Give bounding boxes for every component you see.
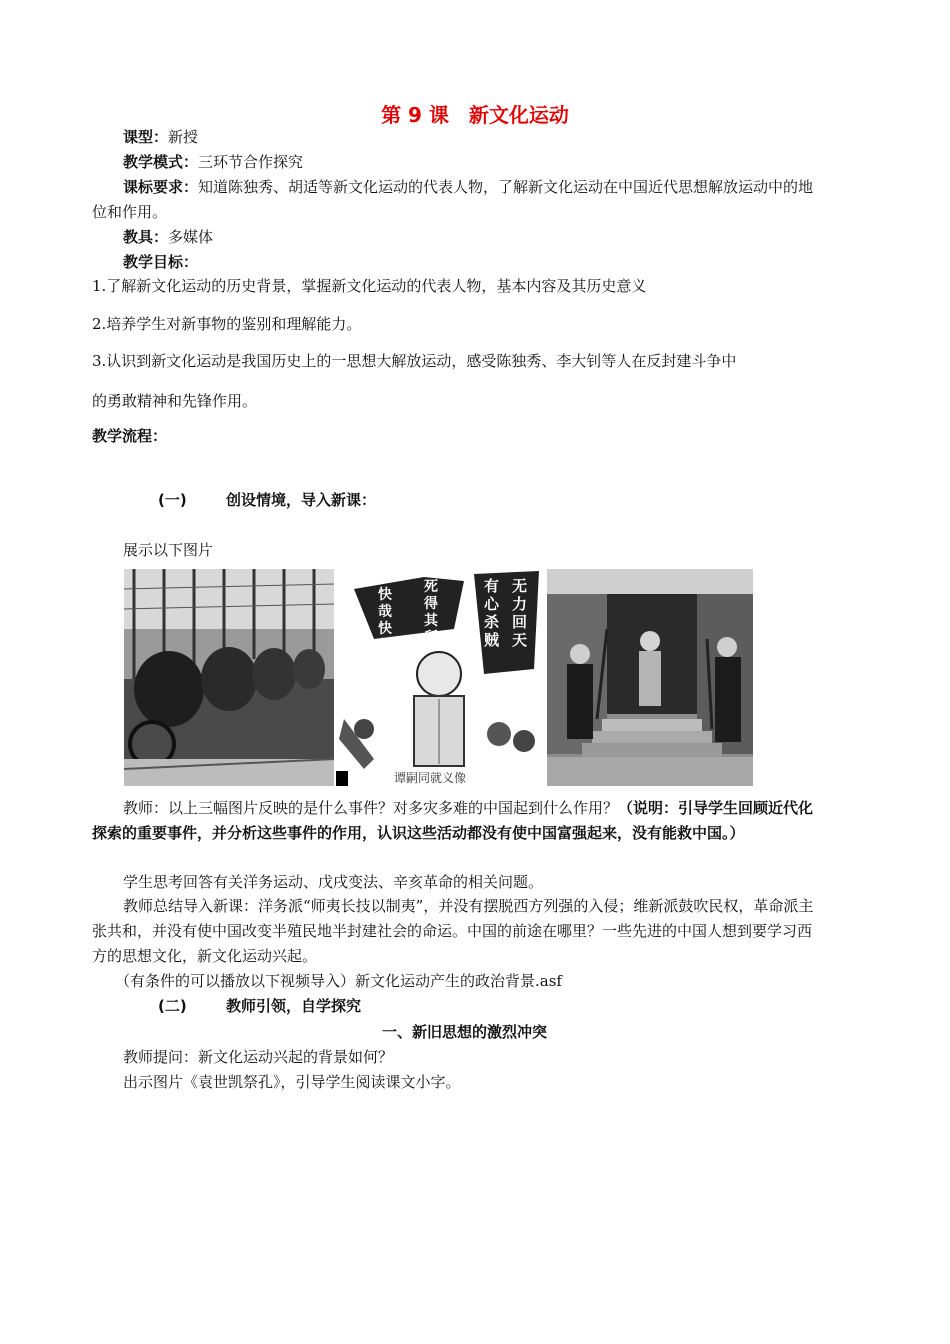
standard-row [92,175,814,225]
show-picture-note: 出示图片《袁世凯祭孔》，引导学生阅读课文小字。 [123,1073,461,1091]
teacher-summary: 教师总结导入新课：洋务派“师夷长技以制夷”，并没有摆脱西方列强的入侵；维新派鼓吹民权，革命派主张共和，并没有使中国改变半殖民地半封建社会的命运。中国的前途在哪里？一些先进的中国人想到要学习西方的思想文化，新文化运动兴起。 [92,897,814,965]
standard-label: 课标要求： [123,178,199,196]
martyr-poster [334,569,545,786]
poster-caption: 谭嗣同就义像 [394,771,467,785]
teacher-question [92,796,814,846]
tools-row [123,224,213,250]
teacher-question-text: 教师：以上三幅图片反映的是什么事件？对多灾多难的中国起到什么作用？ [123,799,619,817]
subsection-1-heading: 一、新旧思想的激烈冲突 [382,1023,548,1041]
course-type-value: 新授 [168,128,199,146]
section-1-number: (一) [158,491,187,509]
section-1-heading: 创设情境，导入新课： [226,491,377,509]
teacher-question-note: （说明：引导学生回顾近代化探索的重要事件，并分析这些事件的作用，认识这些活动都没有使中国富强起来，没有能救中国。） [92,799,814,842]
teacher-ask: 教师提问：新文化运动兴起的背景如何？ [123,1048,394,1066]
flow-label: 教学流程： [92,427,168,445]
course-type-row [123,124,198,150]
show-images-text: 展示以下图片 [123,541,214,559]
soldiers-photo [547,569,753,786]
section-2-heading: 教师引领，自学探究 [226,997,362,1015]
goal-1: 1.了解新文化运动的历史背景，掌握新文化运动的代表人物，基本内容及其历史意义 [92,277,647,295]
goal-2: 2.培养学生对新事物的鉴别和理解能力。 [92,315,362,333]
lesson-title: 第 9 课 新文化运动 [381,103,569,127]
video-note: （有条件的可以播放以下视频导入）新文化运动产生的政治背景.asf [115,972,562,990]
goal-3-line-2: 的勇敢精神和先锋作用。 [92,392,258,410]
poster-text-3: 死得其所 [424,579,438,646]
mode-value: 三环节合作探究 [198,153,304,171]
goals-label: 教学目标： [123,253,199,271]
poster-text-4: 快哉快哉 [378,587,392,654]
standard-value: 知道陈独秀、胡适等新文化运动的代表人物，了解新文化运动在中国近代思想解放运动中的地位和作用。 [92,178,814,221]
course-type-label: 课型： [123,128,169,146]
section-2-number: (二) [158,997,187,1015]
student-reply: 学生思考回答有关洋务运动、戊戌变法、辛亥革命的相关问题。 [123,873,544,891]
poster-text-2: 无力回天 [512,577,528,649]
tools-value: 多媒体 [168,228,214,246]
goal-3-line-1: 3.认识到新文化运动是我国历史上的一思想大解放运动，感受陈独秀、李大钊等人在反封建斗争中 [92,352,737,370]
mode-label: 教学模式： [123,153,199,171]
poster-text-1: 有心杀贼 [484,577,500,649]
tools-label: 教具： [123,228,169,246]
mode-row [123,149,303,175]
factory-photo [124,569,335,786]
